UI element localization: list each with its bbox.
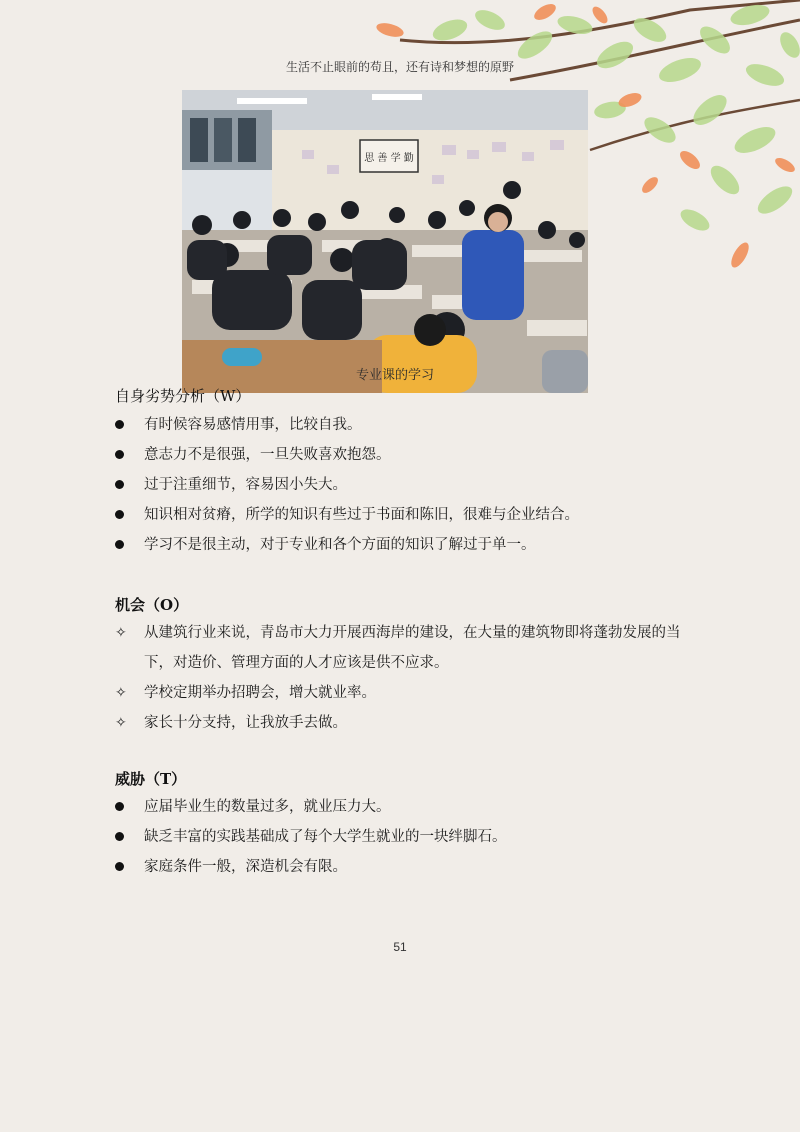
list-item: 应届毕业生的数量过多，就业压力大。: [115, 792, 705, 822]
header-motto: 生活不止眼前的苟且，还有诗和梦想的原野: [285, 60, 514, 74]
list-item: ✧ 学校定期举办招聘会，增大就业率。: [115, 678, 705, 708]
bullet-icon: [115, 540, 124, 549]
page-number: 51: [393, 940, 407, 954]
photo-caption: 专业课的学习: [356, 368, 435, 383]
classroom-photo: [182, 90, 588, 393]
list-item: 意志力不是很强，一旦失败喜欢抱怨。: [115, 440, 705, 470]
bullet-icon: [115, 510, 124, 519]
bullet-icon: [115, 802, 124, 811]
list-item: 知识相对贫瘠，所学的知识有些过于书面和陈旧，很难与企业结合。: [115, 500, 705, 530]
bullet-icon: [115, 862, 124, 871]
list-item: ✧ 从建筑行业来说，青岛市大力开展西海岸的建设，在大量的建筑物即将蓬勃发展的当下，对造价、管理方面的人才应该是供不应求。: [115, 618, 705, 678]
threat-title: 威胁（T）: [115, 770, 187, 788]
list-item: 缺乏丰富的实践基础成了每个大学生就业的一块绊脚石。: [115, 822, 705, 852]
diamond-bullet-icon: ✧: [115, 625, 127, 641]
opportunity-title: 机会（O）: [115, 596, 189, 614]
list-item: 家庭条件一般，深造机会有限。: [115, 852, 705, 882]
bullet-icon: [115, 420, 124, 429]
list-item: ✧ 家长十分支持，让我放手去做。: [115, 708, 705, 738]
weakness-list: [115, 410, 705, 560]
list-item: 学习不是很主动，对于专业和各个方面的知识了解过于单一。: [115, 530, 705, 560]
list-item: 有时候容易感情用事，比较自我。: [115, 410, 705, 440]
list-item: 过于注重细节，容易因小失大。: [115, 470, 705, 500]
opportunity-list: [115, 618, 705, 738]
threat-list: [115, 792, 705, 882]
diamond-bullet-icon: ✧: [115, 685, 127, 701]
weakness-title: 自身劣势分析（W）: [115, 387, 251, 405]
bullet-icon: [115, 480, 124, 489]
bullet-icon: [115, 832, 124, 841]
diamond-bullet-icon: ✧: [115, 715, 127, 731]
bullet-icon: [115, 450, 124, 459]
wall-banner: 思 善 学 勤: [364, 153, 414, 164]
